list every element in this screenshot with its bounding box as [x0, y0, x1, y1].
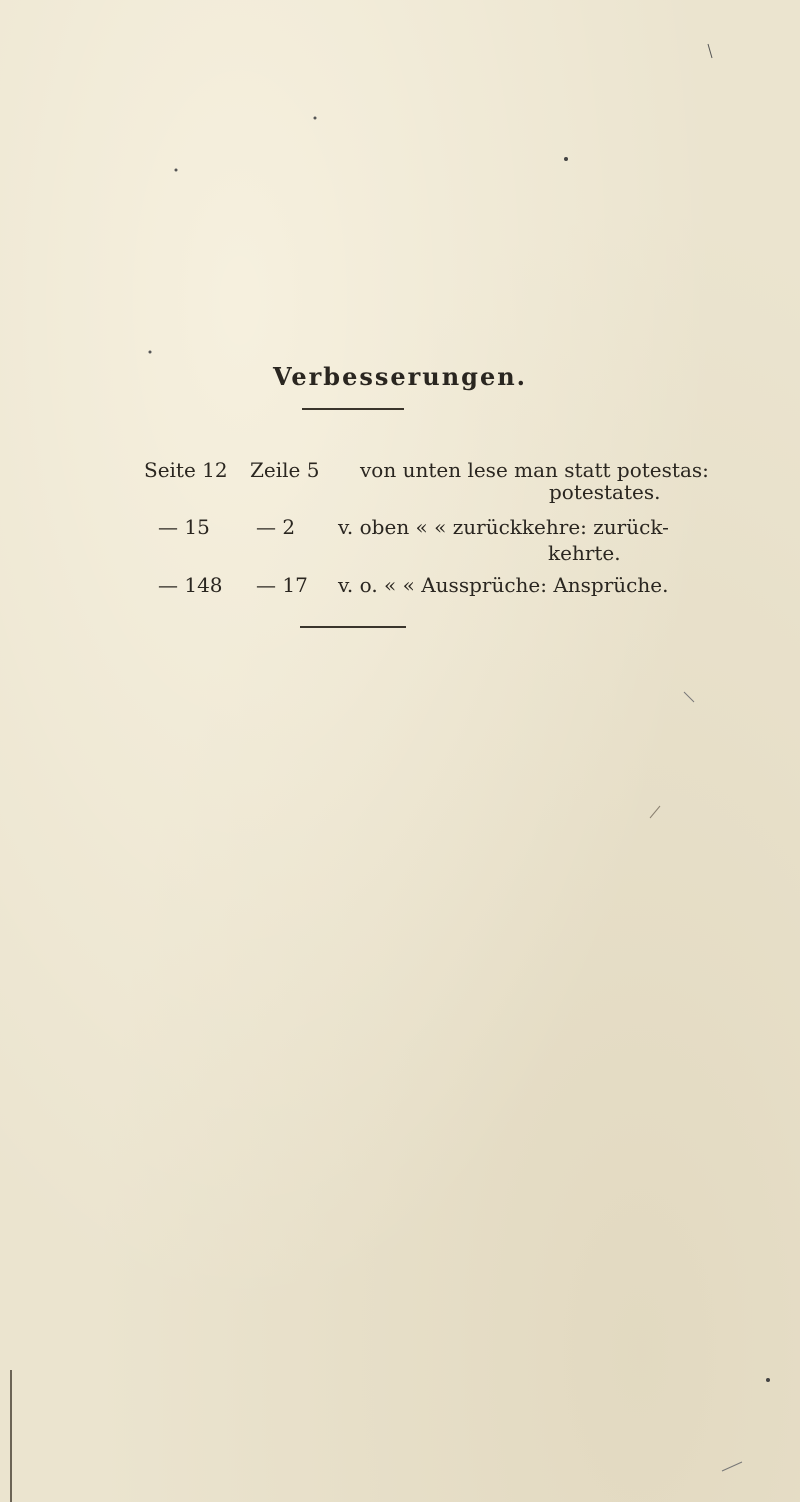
erratum-2-continuation: kehrte. — [548, 541, 621, 565]
erratum-2-page: — 15 — [158, 515, 210, 539]
erratum-1-line: Zeile 5 — [250, 458, 320, 482]
erratum-2-line: — 2 — [256, 515, 296, 539]
page-title: Verbesserungen. — [272, 362, 528, 391]
erratum-3-page: — 148 — [158, 573, 223, 597]
erratum-2-text: v. oben « « zurückkehre: zurück- — [338, 515, 669, 539]
erratum-3-line: — 17 — [256, 573, 308, 597]
erratum-1-continuation: potestates. — [549, 480, 661, 504]
erratum-3-text: v. o. « « Aussprüche: Ansprüche. — [338, 573, 669, 597]
erratum-1-text: von unten lese man statt potestas: — [360, 458, 709, 482]
erratum-1-page: Seite 12 — [144, 458, 228, 482]
page-edge — [10, 1370, 12, 1502]
